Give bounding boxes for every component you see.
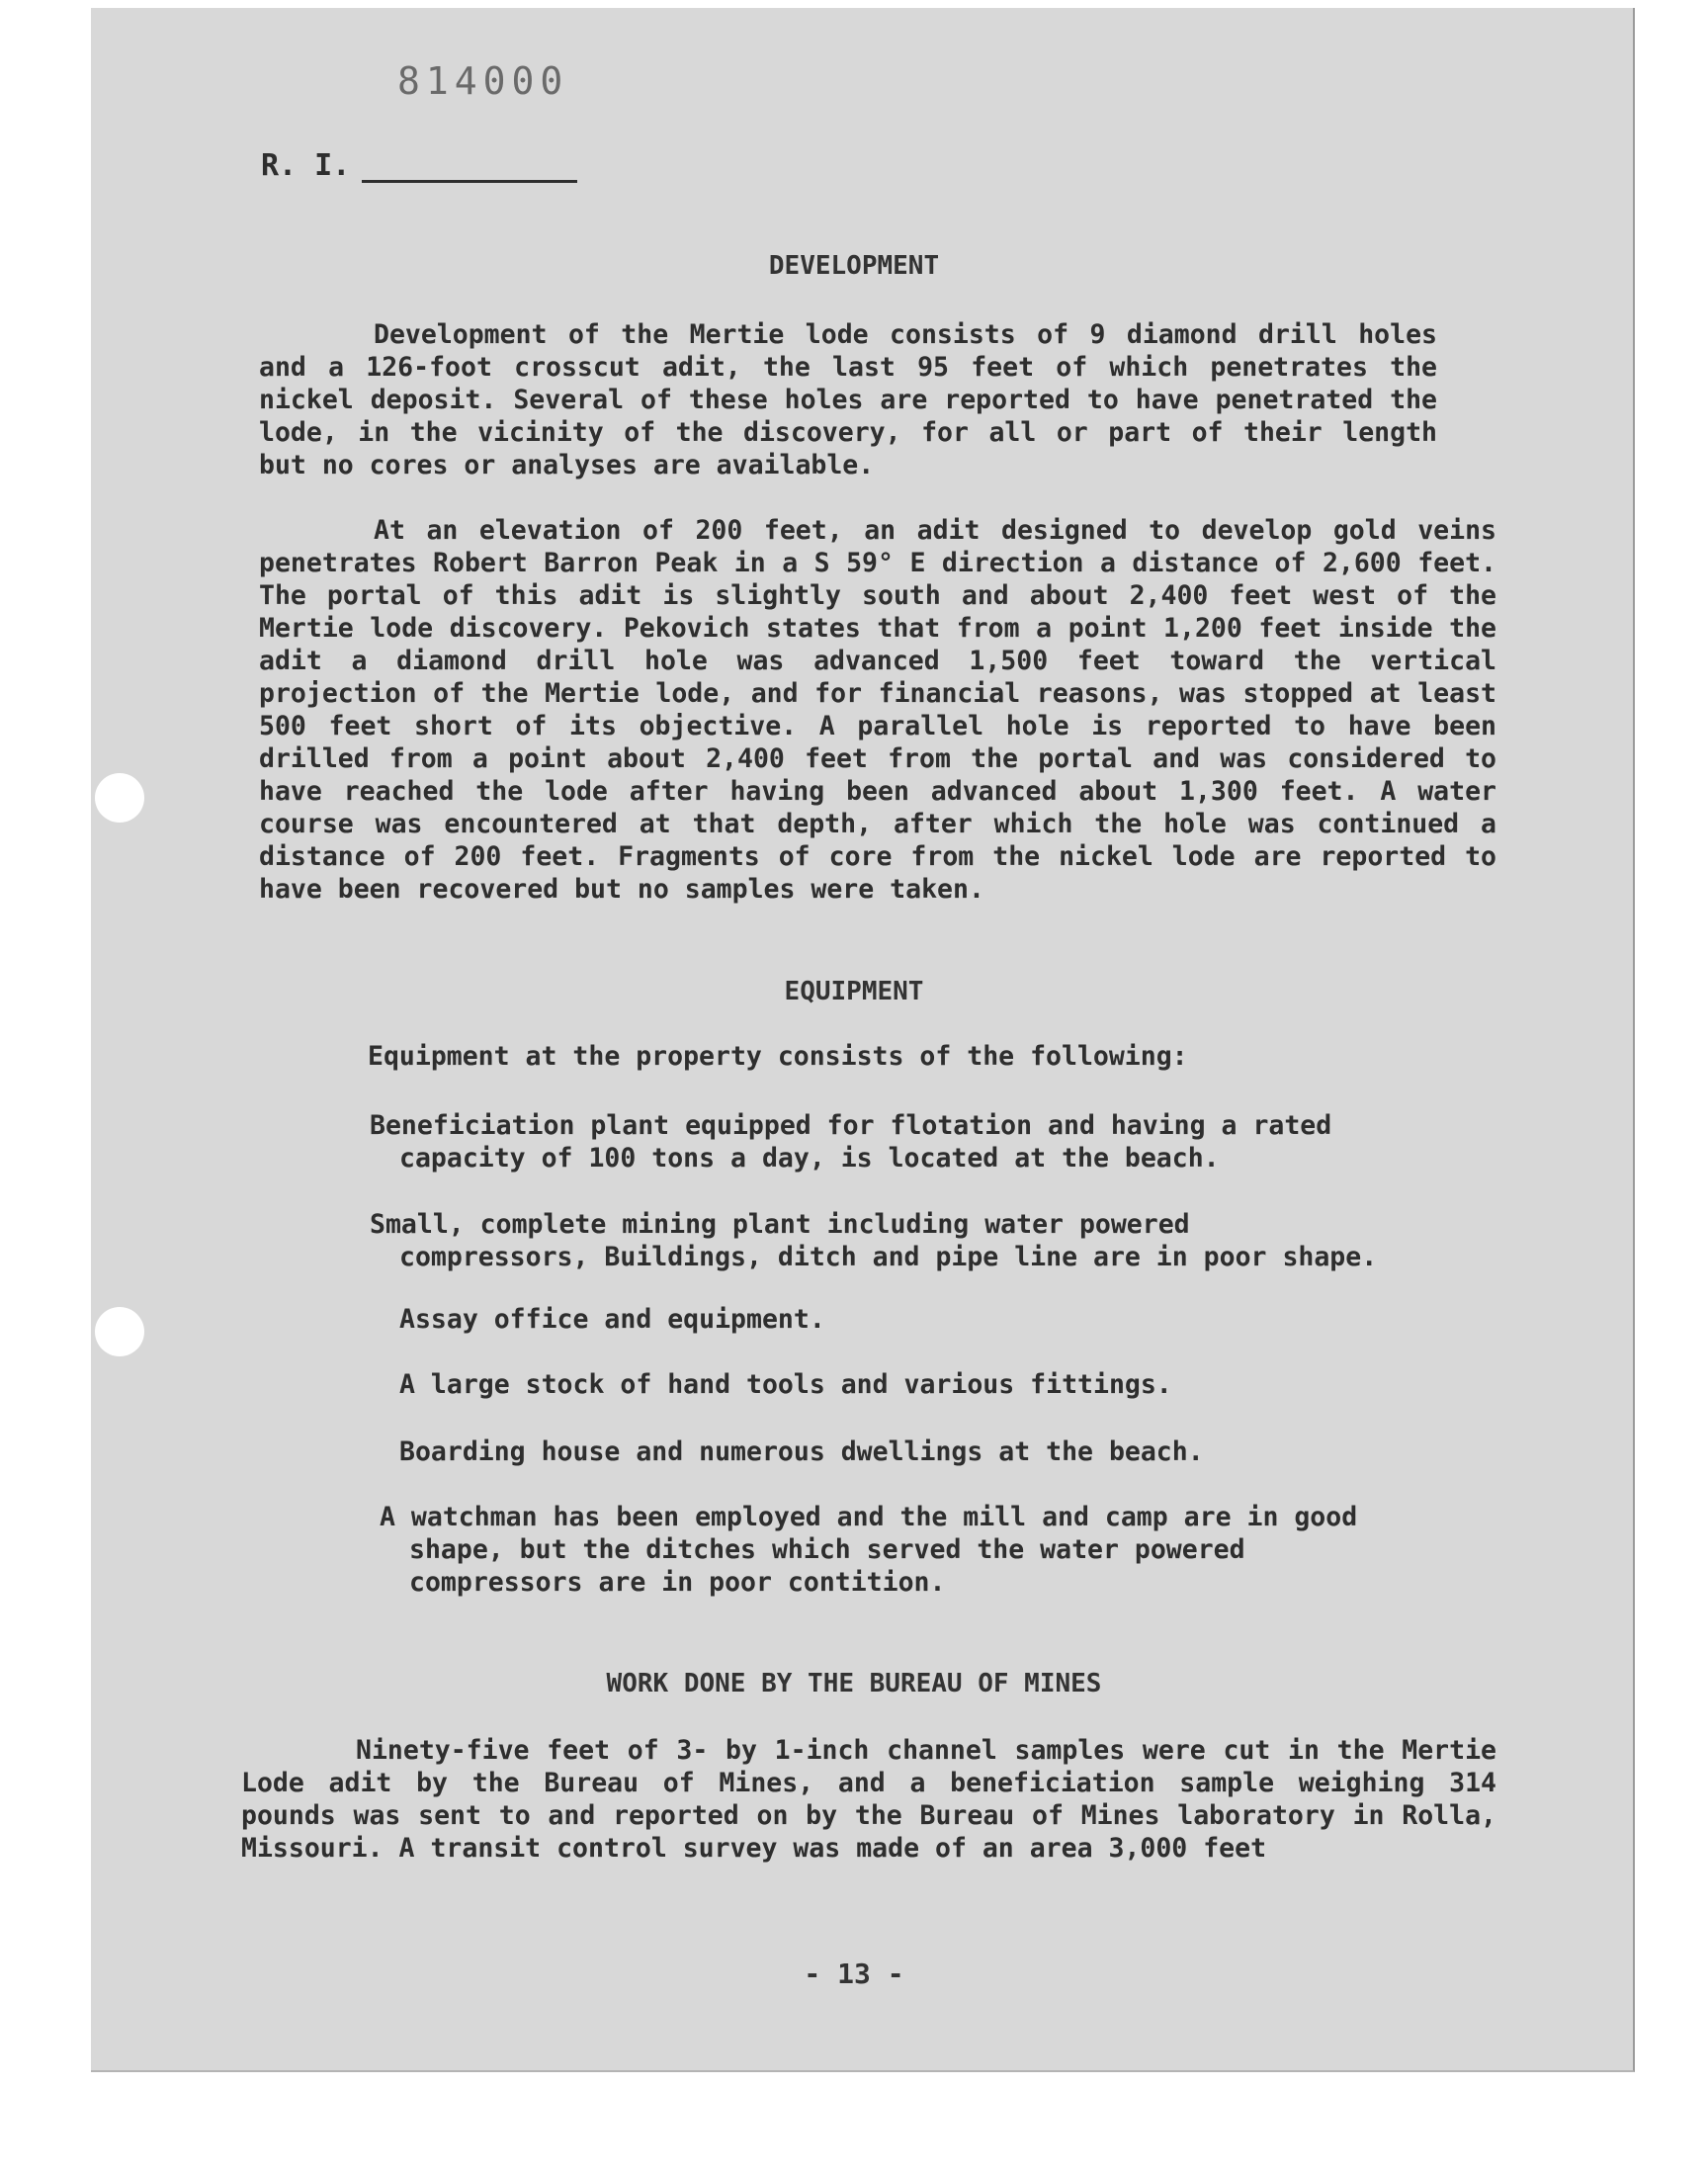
development-paragraph-1: Development of the Mertie lode consists of 9 diamond drill holes and a 126-foot crosscut adit, the last 95 feet of which penetrates the nickel deposit. Several of these holes are reported to have penetrated the lode, in the vicinity of the discovery, for all or part of their length but no cores or analyses are available.	[259, 319, 1437, 480]
heading-work-done: WORK DONE BY THE BUREAU OF MINES	[606, 1669, 1102, 1698]
punch-hole-upper	[95, 773, 144, 823]
document-id-stamp: 814000	[397, 59, 569, 103]
equipment-item-watchman-note: A watchman has been employed and the mill and camp are in good shape, but the ditches which served the water powered compressors are in poor contition.	[380, 1502, 1358, 1598]
work-done-paragraph: Ninety-five feet of 3- by 1-inch channel samples were cut in the Mertie Lode adit by the Bureau of Mines, and a beneficiation sample weighing 314 pounds was sent to and reported on by the Bureau of Mines laboratory in Rolla, Missouri. A transit control survey was made of an area 3,000 feet	[241, 1735, 1496, 1864]
heading-development: DEVELOPMENT	[768, 251, 940, 281]
equipment-item-boarding-house: Boarding house and numerous dwellings at the beach.	[399, 1436, 1204, 1467]
equipment-item-beneficiation-plant: Beneficiation plant equipped for flotation and having a rated capacity of 100 tons a day, is located at the beach.	[370, 1110, 1332, 1174]
equipment-item-assay-office: Assay office and equipment.	[399, 1304, 825, 1335]
punch-hole-lower	[95, 1307, 144, 1356]
page-number: - 13 -	[804, 1958, 904, 1990]
equipment-item-mining-plant: Small, complete mining plant including water powered compressors, Buildings, ditch and pipe line are in poor shape.	[370, 1209, 1378, 1272]
report-number-blank	[362, 156, 577, 183]
equipment-item-hand-tools: A large stock of hand tools and various fittings.	[399, 1369, 1172, 1400]
report-number-line	[261, 148, 577, 183]
report-number-label: R. I.	[261, 148, 351, 183]
heading-equipment: EQUIPMENT	[784, 977, 924, 1006]
development-paragraph-2: At an elevation of 200 feet, an adit designed to develop gold veins penetrates Robert Barron Peak in a S 59° E direction a distance of 2,600 feet. The portal of this adit is slightly south and about 2,400 feet west of the Mertie lode discovery. Pekovich states that from a point 1,200 feet inside the adit a diamond drill hole was advanced 1,500 feet toward the vertical projection of the Mertie lode, and for financial reasons, was stopped at least 500 feet short of its objective. A parallel hole is reported to have been drilled from a point about 2,400 feet from the portal and was considered to have reached the lode after having been advanced about 1,300 feet. A water course was encountered at that depth, after which the hole was continued a distance of 200 feet. Fragments of core from the nickel lode are reported to have been recovered but no samples were taken.	[259, 515, 1496, 905]
equipment-intro: Equipment at the property consists of the following:	[368, 1041, 1188, 1072]
